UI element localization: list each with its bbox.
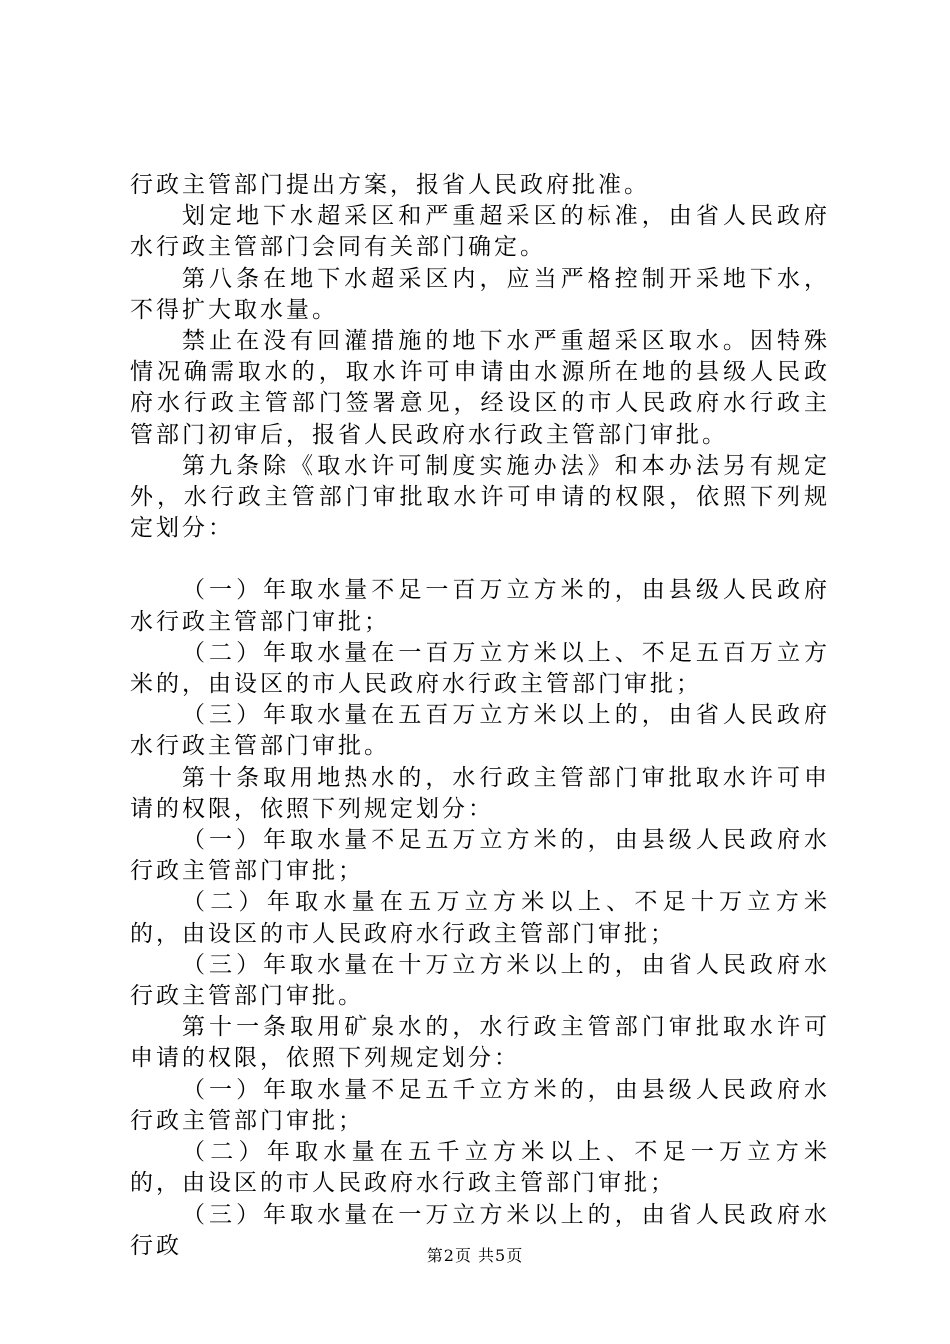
document-body [130, 170, 830, 1262]
list-item: （三）年取水量在五百万立方米以上的，由省人民政府水行政主管部门审批。 [130, 702, 830, 760]
paragraph: 禁止在没有回灌措施的地下水严重超采区取水。因特殊情况确需取水的，取水许可申请由水源所在地的县级人民政府水行政主管部门签署意见，经设区的市人民政府水行政主管部门初审后，报省人民政府水行政主管部门审批。 [130, 328, 830, 448]
list-item: （二）年取水量在五万立方米以上、不足十万立方米的，由设区的市人民政府水行政主管部门审批； [130, 889, 830, 947]
list-item: （三）年取水量在十万立方米以上的，由省人民政府水行政主管部门审批。 [130, 951, 830, 1010]
paragraph-article-11: 第十一条取用矿泉水的，水行政主管部门审批取水许可申请的权限，依照下列规定划分： [130, 1014, 830, 1072]
page-number: 第2页 共5页 [426, 1246, 524, 1265]
paragraph-article-9: 第九条除《取水许可制度实施办法》和本办法另有规定外，水行政主管部门审批取水许可申请的权限，依照下列规定划分： [130, 452, 830, 542]
paragraph: 行政主管部门提出方案，报省人民政府批准。 [130, 172, 650, 198]
list-item: （一）年取水量不足五千立方米的，由县级人民政府水行政主管部门审批； [130, 1076, 830, 1134]
list-item: （二）年取水量在五千立方米以上、不足一万立方米的，由设区的市人民政府水行政主管部门审批； [130, 1139, 830, 1197]
list-item: （三）年取水量在一万立方米以上的，由省人民政府水行政 [130, 1201, 830, 1259]
list-item: （二）年取水量在一百万立方米以上、不足五百万立方米的，由设区的市人民政府水行政主管部门审批； [130, 639, 830, 698]
paragraph-article-8: 第八条在地下水超采区内，应当严格控制开采地下水，不得扩大取水量。 [130, 265, 830, 323]
list-item: （一）年取水量不足五万立方米的，由县级人民政府水行政主管部门审批； [130, 827, 830, 885]
paragraph: 划定地下水超采区和严重超采区的标准，由省人民政府水行政主管部门会同有关部门确定。 [130, 203, 830, 261]
paragraph-article-10: 第十条取用地热水的，水行政主管部门审批取水许可申请的权限，依照下列规定划分： [130, 764, 830, 822]
list-item: （一）年取水量不足一百万立方米的，由县级人民政府水行政主管部门审批； [130, 577, 830, 635]
